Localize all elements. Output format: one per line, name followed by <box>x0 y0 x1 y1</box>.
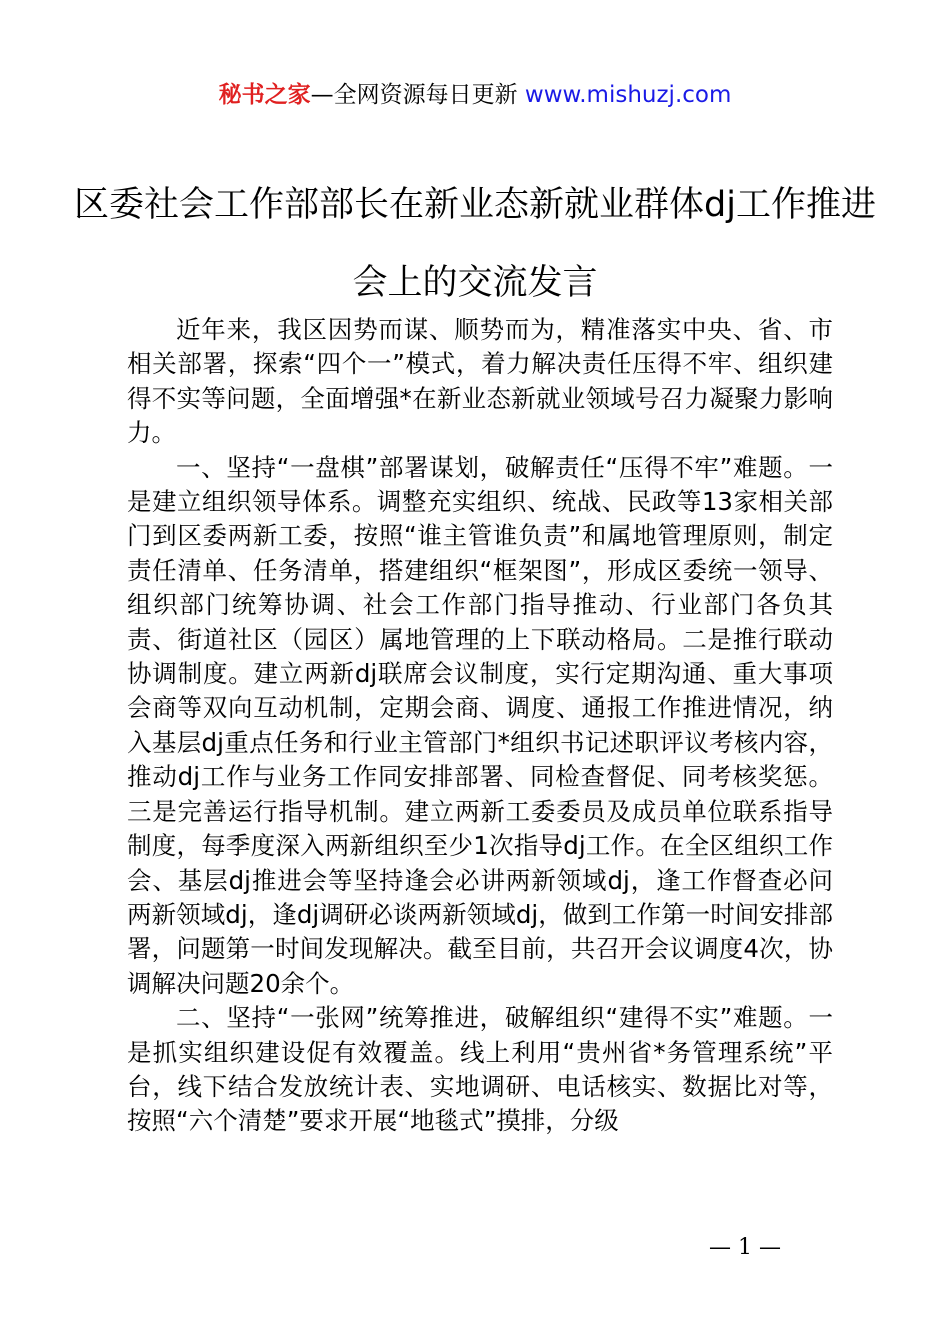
banner-brand: 秘书之家 <box>218 82 311 108</box>
page-number: — 1 — <box>709 1235 781 1260</box>
document-title: 区委社会工作部部长在新业态新就业群体dj工作推进会上的交流发言 <box>74 185 876 303</box>
document-body <box>127 313 833 1139</box>
banner-slogan: —全网资源每日更新 <box>310 82 518 108</box>
site-banner <box>0 78 950 112</box>
paragraph-section-two: 二、坚持“一张网”统筹推进，破解组织“建得不实”难题。一是抓实组织建设促有效覆盖。线上利用“贵州省*务管理系统”平台，线下结合发放统计表、实地调研、电话核实、数据比对等，按照“六个清楚”要求开展“地毯式”摸排，分级 <box>127 1003 833 1136</box>
paragraph-section-one: 一、坚持“一盘棋”部署谋划，破解责任“压得不牢”难题。一是建立组织领导体系。调整充实组织、统战、民政等13家相关部门到区委两新工委，按照“谁主管谁负责”和属地管理原则，制定责任清单、任务清单，搭建组织“框架图”，形成区委统一领导、组织部门统筹协调、社会工作部门指导推动、行业部门各负其责、街道社区（园区）属地管理的上下联动格局。二是推行联动协调制度。建立两新dj联席会议制度，实行定期沟通、重大事项会商等双向互动机制，定期会商、调度、通报工作推进情况，纳入基层dj重点任务和行业主管部门*组织书记述职评议考核内容，推动dj工作与业务工作同安排部署、同检查督促、同考核奖惩。三是完善运行指导机制。建立两新工委委员及成员单位联系指导制度，每季度深入两新组织至少1次指导dj工作。在全区组织工作会、基层dj推进会等坚持逢会必讲两新领域dj，逢工作督查必问两新领域dj，逢dj调研必谈两新领域dj，做到工作第一时间安排部署，问题第一时间发现解决。截至目前，共召开会议调度4次，协调解决问题20余个。 <box>127 452 833 998</box>
paragraph-intro: 近年来，我区因势而谋、顺势而为，精准落实中央、省、市相关部署，探索“四个一”模式，着力解决责任压得不牢、组织建得不实等问题，全面增强*在新业态新就业领域号召力凝聚力影响力。 <box>127 315 833 448</box>
banner-url-link[interactable]: www.mishuzj.com <box>524 82 732 108</box>
